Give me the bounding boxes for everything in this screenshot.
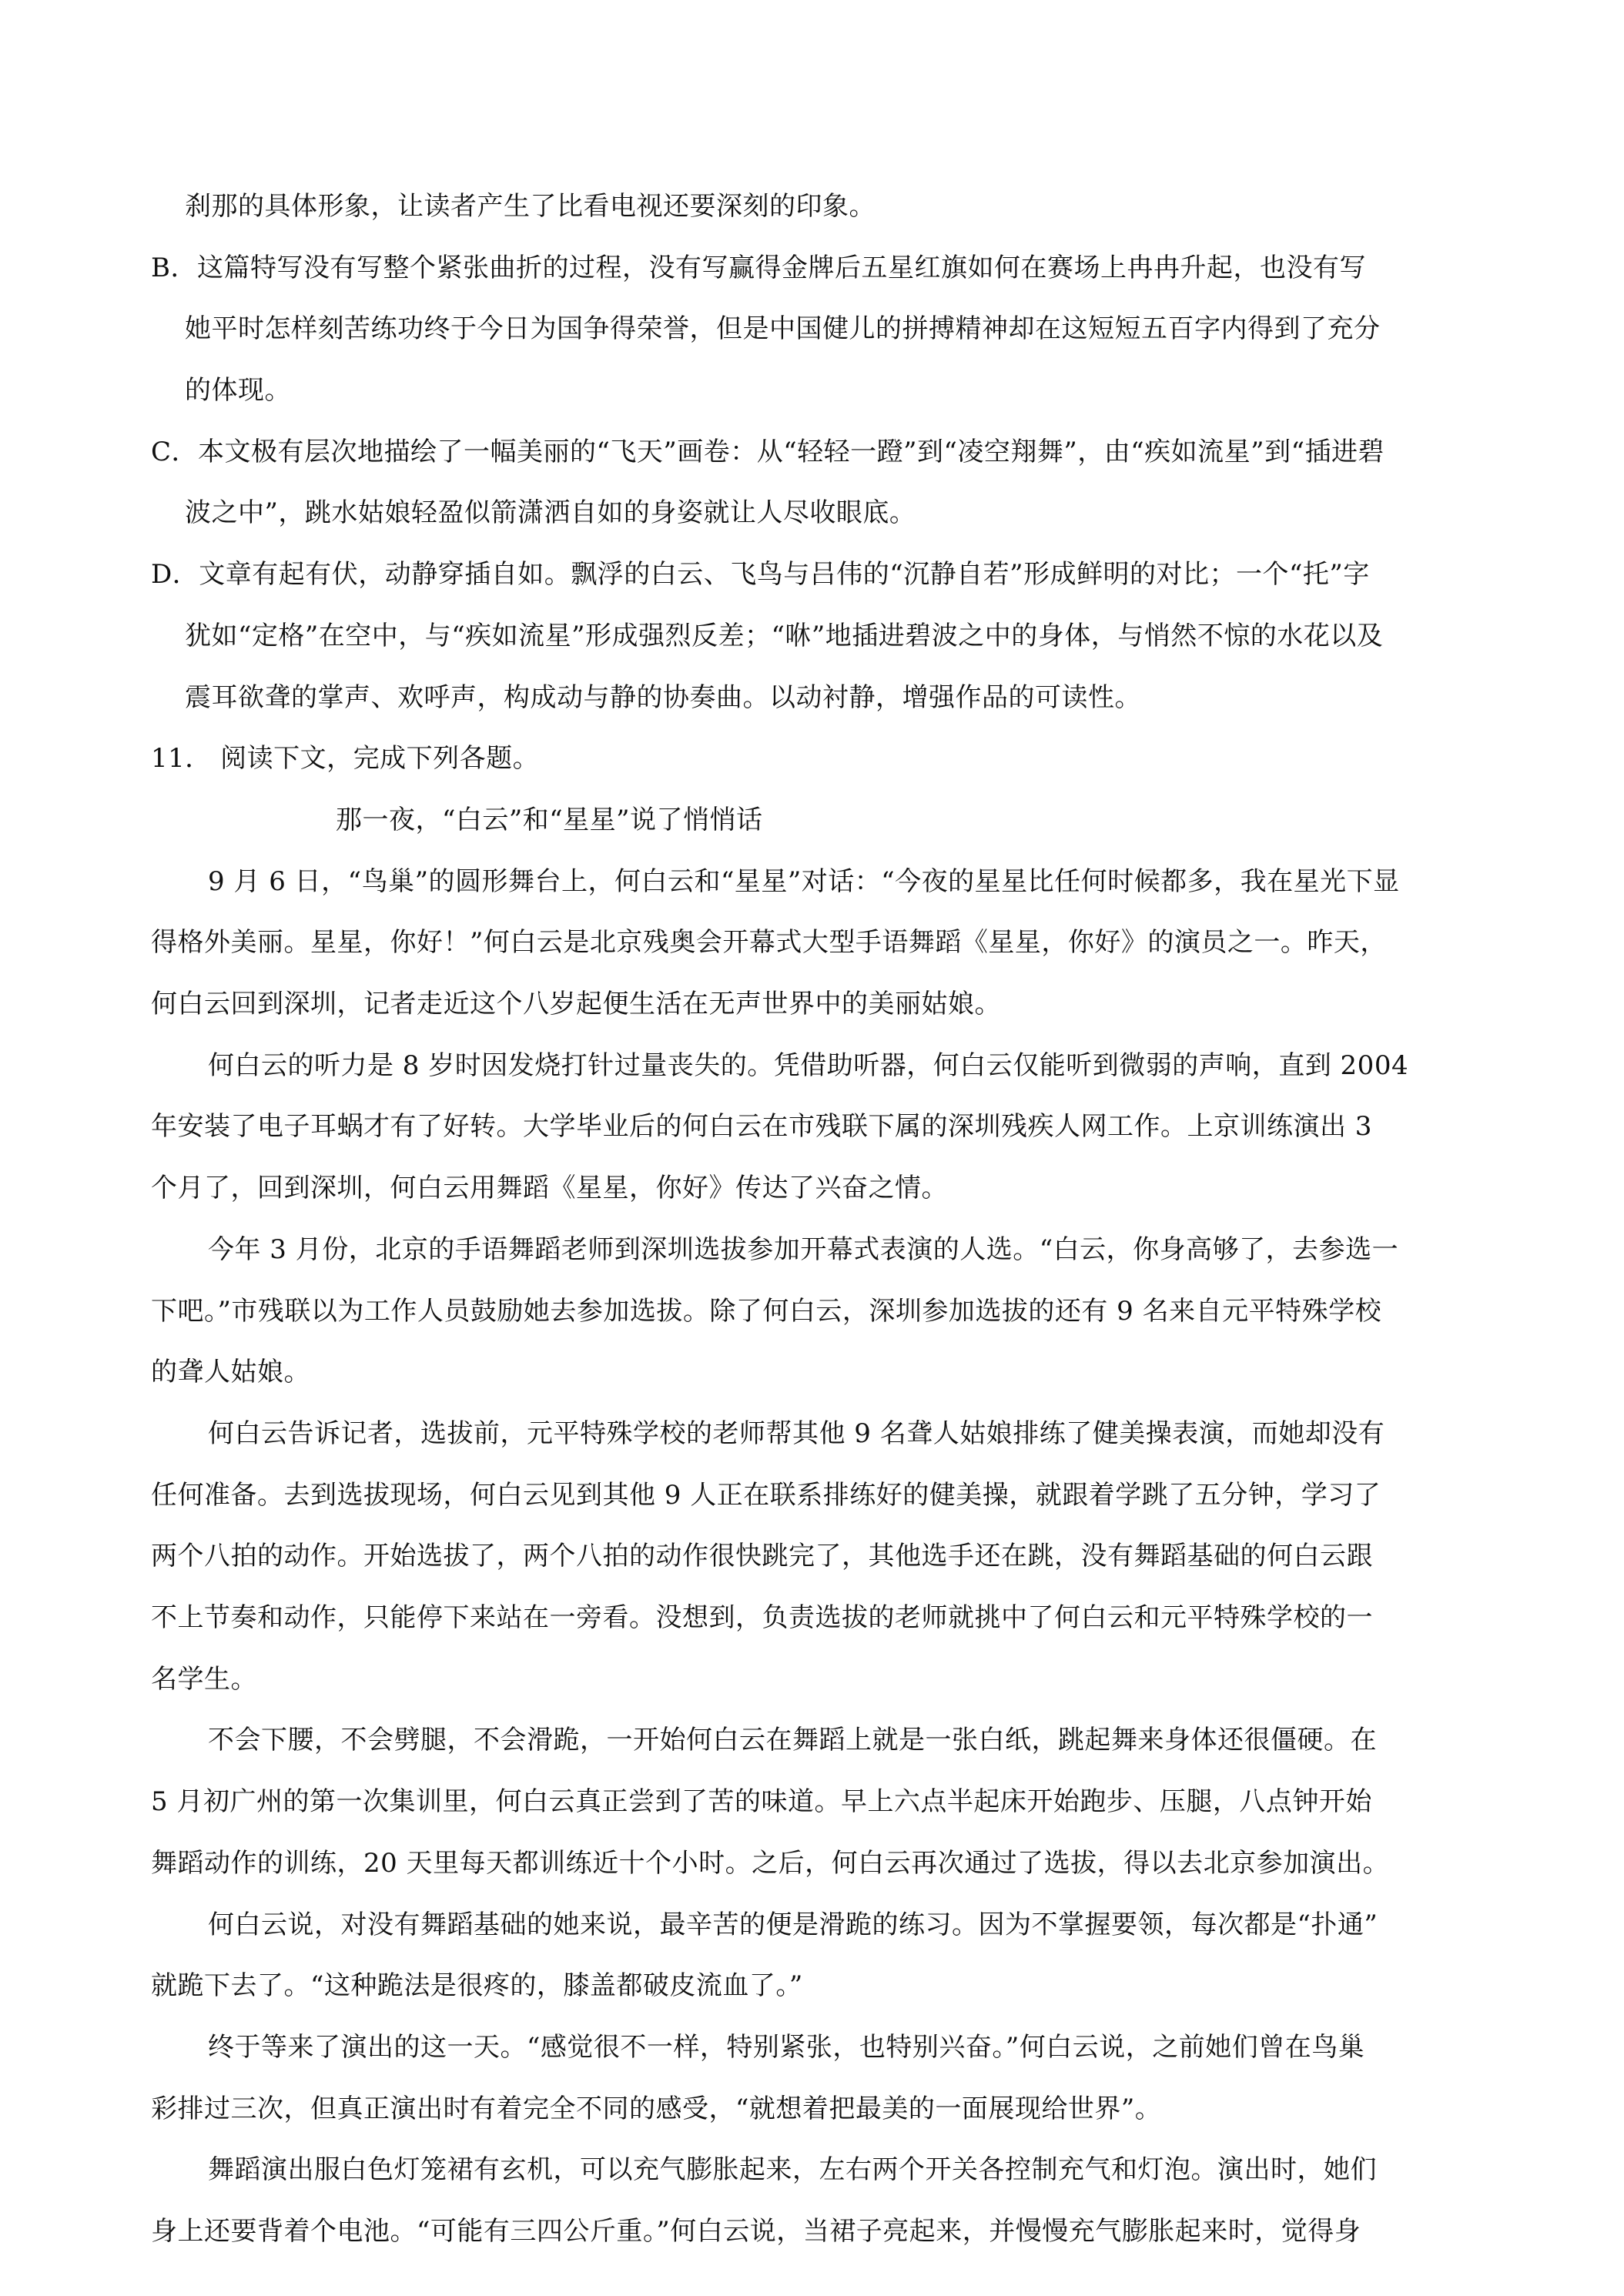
paragraph-line: 9 月 6 日，“鸟巢”的圆形舞台上，何白云和“星星”对话：“今夜的星星比任何时候都多，我在星光下显 [208,866,1400,897]
option-c-line-1: C．本文极有层次地描绘了一幅美丽的“飞天”画卷：从“轻轻一蹬”到“凌空翔舞”，由“疾如流星”到“插进碧 [151,437,1385,467]
paragraph-line: 任何准备。去到选拔现场，何白云见到其他 9 人正在联系排练好的健美操，就跟着学跳了五分钟，学习了 [151,1480,1381,1511]
paragraph-line: 年安装了电子耳蜗才有了好转。大学毕业后的何白云在市残联下属的深圳残疾人网工作。上京训练演出 3 [151,1111,1372,1142]
paragraph-line: 两个八拍的动作。开始选拔了，两个八拍的动作很快跳完了，其他选手还在跳，没有舞蹈基础的何白云跟 [151,1541,1373,1571]
paragraph-line: 彩排过三次，但真正演出时有着完全不同的感受，“就想着把最美的一面展现给世界”。 [151,2094,1162,2124]
paragraph-line: 个月了，回到深圳，何白云用舞蹈《星星，你好》传达了兴奋之情。 [151,1173,948,1203]
paragraph-line: 何白云告诉记者，选拔前，元平特殊学校的老师帮其他 9 名聋人姑娘排练了健美操表演，而她却没有 [208,1418,1385,1449]
paragraph-line: 下吧。”市残联以为工作人员鼓励她去参加选拔。除了何白云，深圳参加选拔的还有 9 名来自元平特殊学校 [151,1296,1382,1327]
option-a-tail: 刹那的具体形象，让读者产生了比看电视还要深刻的印象。 [185,191,876,222]
paragraph-line: 舞蹈动作的训练，20 天里每天都训练近十个小时。之后，何白云再次通过了选拔，得以去北京参加演出。 [151,1848,1390,1879]
paragraph-line: 终于等来了演出的这一天。“感觉很不一样，特别紧张，也特别兴奋。”何白云说，之前她们曾在鸟巢 [208,2032,1365,2063]
option-d-line-1: D．文章有起有伏，动静穿插自如。飘浮的白云、飞鸟与吕伟的“沉静自若”形成鲜明的对比；一个“托”字 [151,559,1370,590]
paragraph-line: 今年 3 月份，北京的手语舞蹈老师到深圳选拔参加开幕式表演的人选。“白云，你身高够了，去参选一 [208,1234,1399,1265]
paragraph-line: 何白云回到深圳，记者走近这个八岁起便生活在无声世界中的美丽姑娘。 [151,989,1001,1019]
option-b-line-3: 的体现。 [185,375,291,406]
paragraph-line: 得格外美丽。星星，你好！”何白云是北京残奥会开幕式大型手语舞蹈《星星，你好》的演员之一。昨天， [151,927,1387,958]
paragraph-line: 何白云的听力是 8 岁时因发烧打针过量丧失的。凭借助听器，何白云仅能听到微弱的声响，直到 2004 [208,1050,1409,1081]
paragraph-line: 身上还要背着个电池。“可能有三四公斤重。”何白云说，当裙子亮起来，并慢慢充气膨胀起来时，觉得身 [151,2216,1361,2247]
option-d-line-2: 犹如“定格”在空中，与“疾如流星”形成强烈反差；“咻”地插进碧波之中的身体，与悄然不惊的水花以及 [185,621,1384,651]
paragraph-line: 5 月初广州的第一次集训里，何白云真正尝到了苦的味道。早上六点半起床开始跑步、压腿，八点钟开始 [151,1786,1372,1817]
paragraph-line: 的聋人姑娘。 [151,1357,310,1387]
option-b-line-2: 她平时怎样刻苦练功终于今日为国争得荣誉，但是中国健儿的拼搏精神却在这短短五百字内得到了充分 [185,313,1381,344]
paragraph-line: 舞蹈演出服白色灯笼裙有玄机，可以充气膨胀起来，左右两个开关各控制充气和灯泡。演出时，她们 [208,2154,1377,2185]
option-d-line-3: 震耳欲聋的掌声、欢呼声，构成动与静的协奏曲。以动衬静，增强作品的可读性。 [185,682,1141,713]
option-c-line-2: 波之中”，跳水姑娘轻盈似箭潇洒自如的身姿就让人尽收眼底。 [185,497,916,528]
question-11: 11． 阅读下文，完成下列各题。 [151,743,540,774]
paragraph-line: 不会下腰，不会劈腿，不会滑跪，一开始何白云在舞蹈上就是一张白纸，跳起舞来身体还很僵硬。在 [208,1725,1377,1755]
article-title: 那一夜，“白云”和“星星”说了悄悄话 [336,805,763,835]
paragraph-line: 不上节奏和动作，只能停下来站在一旁看。没想到，负责选拔的老师就挑中了何白云和元平特殊学校的一 [151,1602,1373,1633]
paragraph-line: 何白云说，对没有舞蹈基础的她来说，最辛苦的便是滑跪的练习。因为不掌握要领，每次都是“扑通” [208,1909,1378,1940]
paragraph-line: 名学生。 [151,1664,257,1695]
option-b-line-1: B．这篇特写没有写整个紧张曲折的过程，没有写赢得金牌后五星红旗如何在赛场上冉冉升起，也没有写 [151,253,1366,283]
paragraph-line: 就跪下去了。“这种跪法是很疼的，膝盖都破皮流血了。” [151,1970,803,2001]
